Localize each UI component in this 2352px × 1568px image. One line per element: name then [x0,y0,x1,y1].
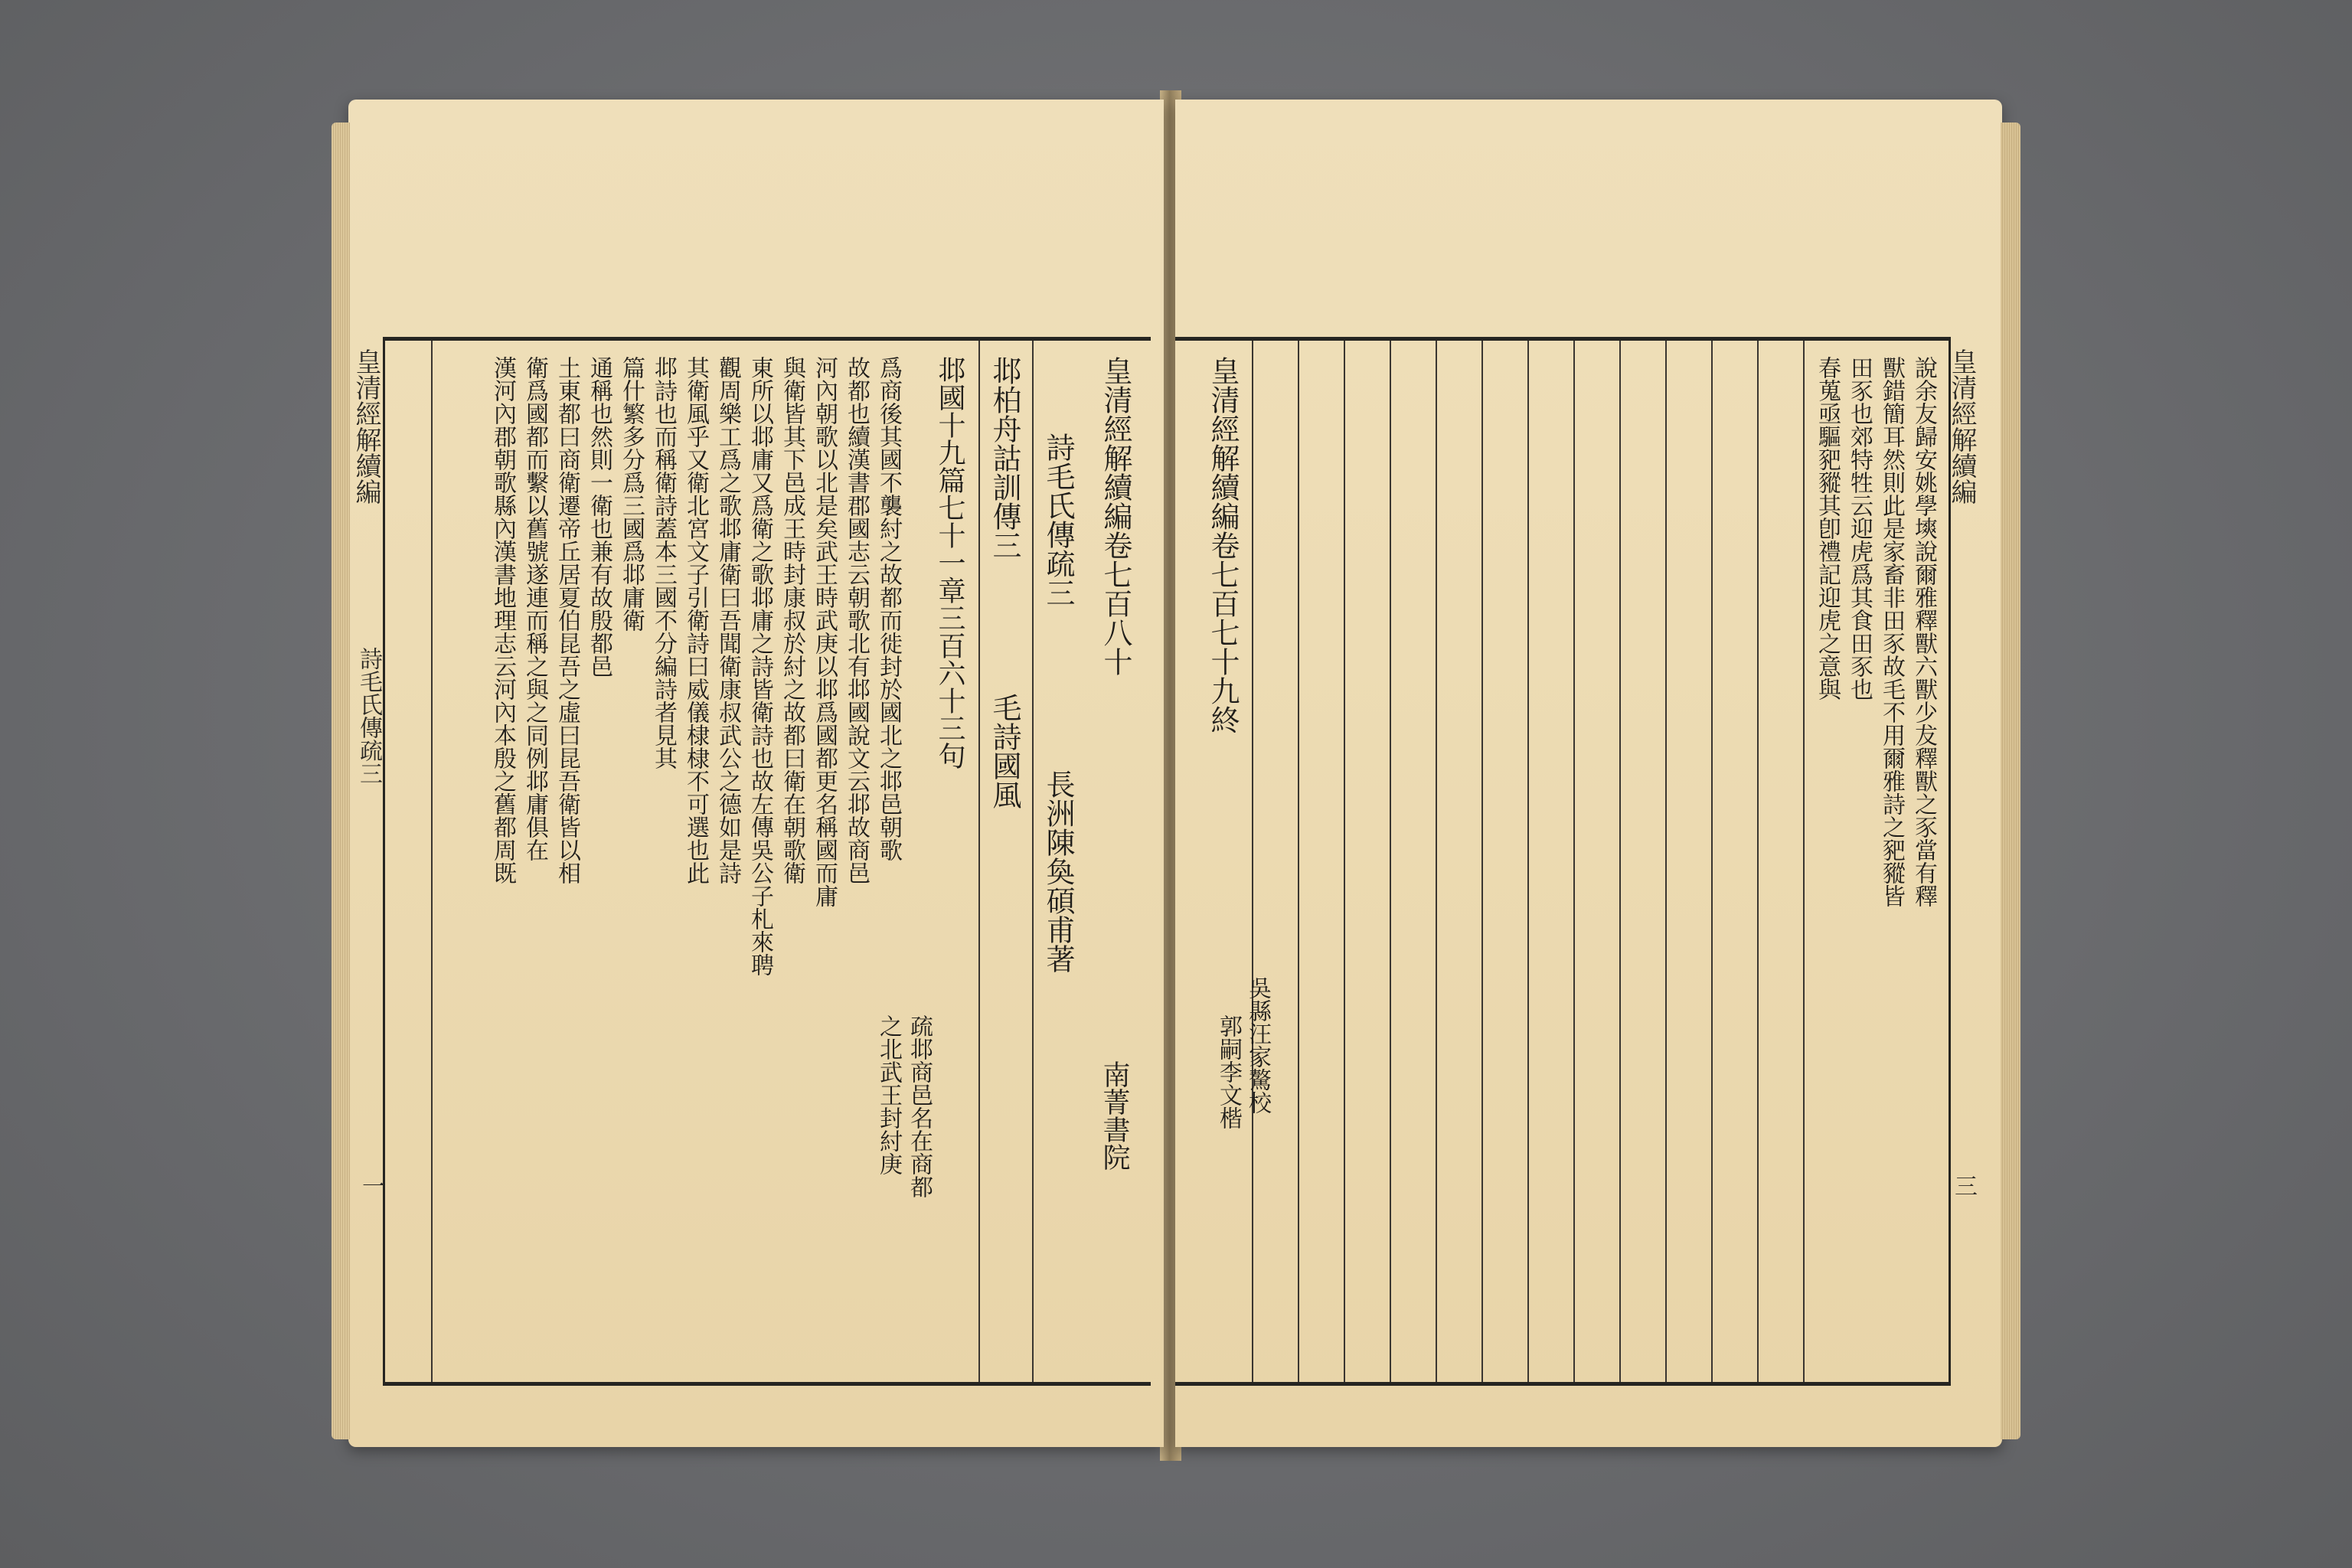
left-margin-sublabel: 詩毛氏傳疏三 [355,647,382,785]
section-subtitle: 毛詩國風 [988,693,1021,809]
proofreader-line: 郭嗣李文楷 [1215,1014,1242,1129]
right-page-edges [2001,122,2020,1439]
left-folio: 一 [362,1174,385,1200]
left-text-frame [351,337,1151,1386]
right-page [1175,100,2002,1447]
commentary-column: 河內朝歌以北是矣武王時武庚以邶爲國都更名稱國而庸 [811,356,838,907]
author-line: 長洲陳奐碩甫著 [1041,769,1075,973]
commentary-column: 衛爲國都而繫以舊號遂連而稱之與之同例邶庸俱在 [521,356,548,861]
column-rule [1619,341,1621,1382]
commentary-column: 土東都曰商衛遷帝丘居夏伯昆吾之虛曰昆吾衛皆以相 [554,356,580,884]
column-rule [431,341,433,1382]
column-rule [1032,341,1034,1382]
column-rule [1573,341,1575,1382]
commentary-column: 篇什繁多分爲三國爲邶庸衛 [618,356,645,632]
volume-title: 皇清經解續編卷七百八十 [1099,356,1132,676]
commentary-column: 東所以邶庸又爲衛之歌邶庸之詩皆衛詩也故左傳吳公子札來聘 [746,356,773,976]
commentary-column: 疏邶商邑名在商都 [906,1014,933,1198]
commentary-column: 爲商後其國不襲紂之故都而徙封於國北之邶邑朝歌 [875,356,902,861]
right-margin-label: 皇清經解續編 [1946,348,1977,505]
commentary-column: 邶詩也而稱衛詩蓋本三國不分編詩者見其 [650,356,677,769]
column-rule [1665,341,1667,1382]
right-folio: 三 [1955,1174,1978,1200]
column-rule [1481,341,1483,1382]
left-page [348,100,1164,1447]
column-rule [1527,341,1529,1382]
left-page-edges [332,122,350,1439]
left-margin-label: 皇清經解續編 [351,348,381,505]
commentary-column: 之北武王封紂庚 [875,1014,902,1175]
column-rule [1803,341,1805,1382]
body-column: 獸錯簡耳然則此是家畜非田豕故毛不用爾雅詩之豝豵皆 [1878,356,1905,907]
chapter-heading: 詩毛氏傳疏三 [1041,433,1075,607]
column-rule [1390,341,1391,1382]
body-column: 說余友歸安姚學塽說爾雅釋獸六獸少犮釋獸之豕當有釋 [1910,356,1937,907]
column-rule [1436,341,1437,1382]
commentary-column: 觀周樂工爲之歌邶庸衛曰吾聞衛康叔武公之德如是詩 [714,356,741,884]
body-column: 春蒐亟驅豝豵其卽禮記迎虎之意與 [1814,356,1841,701]
editor-line: 吳縣汪家驁校 [1244,976,1271,1114]
commentary-column: 故都也續漢書郡國志云朝歌北有邶國說文云邶故商邑 [843,356,870,884]
right-text-frame [1175,337,1978,1386]
commentary-column: 漢河內郡朝歌縣內漢書地理志云河內本殷之舊都周既 [489,356,516,884]
commentary-column: 通稱也然則一衛也兼有故殷都邑 [586,356,612,678]
column-rule [978,341,980,1382]
body-column: 邶國十九篇七十一章三百六十三句 [934,356,965,769]
publisher: 南菁書院 [1099,1060,1130,1171]
section-heading: 邶柏舟詁訓傳三 [988,356,1021,560]
column-rule [1711,341,1713,1382]
column-rule [1298,341,1299,1382]
commentary-column: 其衛風乎又衛北宮文子引衛詩曰威儀棣棣不可選也此 [682,356,709,884]
open-book [348,90,2002,1453]
column-rule [1757,341,1759,1382]
volume-end-title: 皇清經解續編卷七百七十九終 [1206,356,1240,734]
column-rule [1252,341,1253,1382]
body-column: 田豕也郊特牲云迎虎爲其食田豕也 [1846,356,1873,701]
commentary-column: 與衛皆其下邑成王時封康叔於紂之故都曰衛在朝歌衛 [779,356,805,884]
column-rule [1344,341,1345,1382]
